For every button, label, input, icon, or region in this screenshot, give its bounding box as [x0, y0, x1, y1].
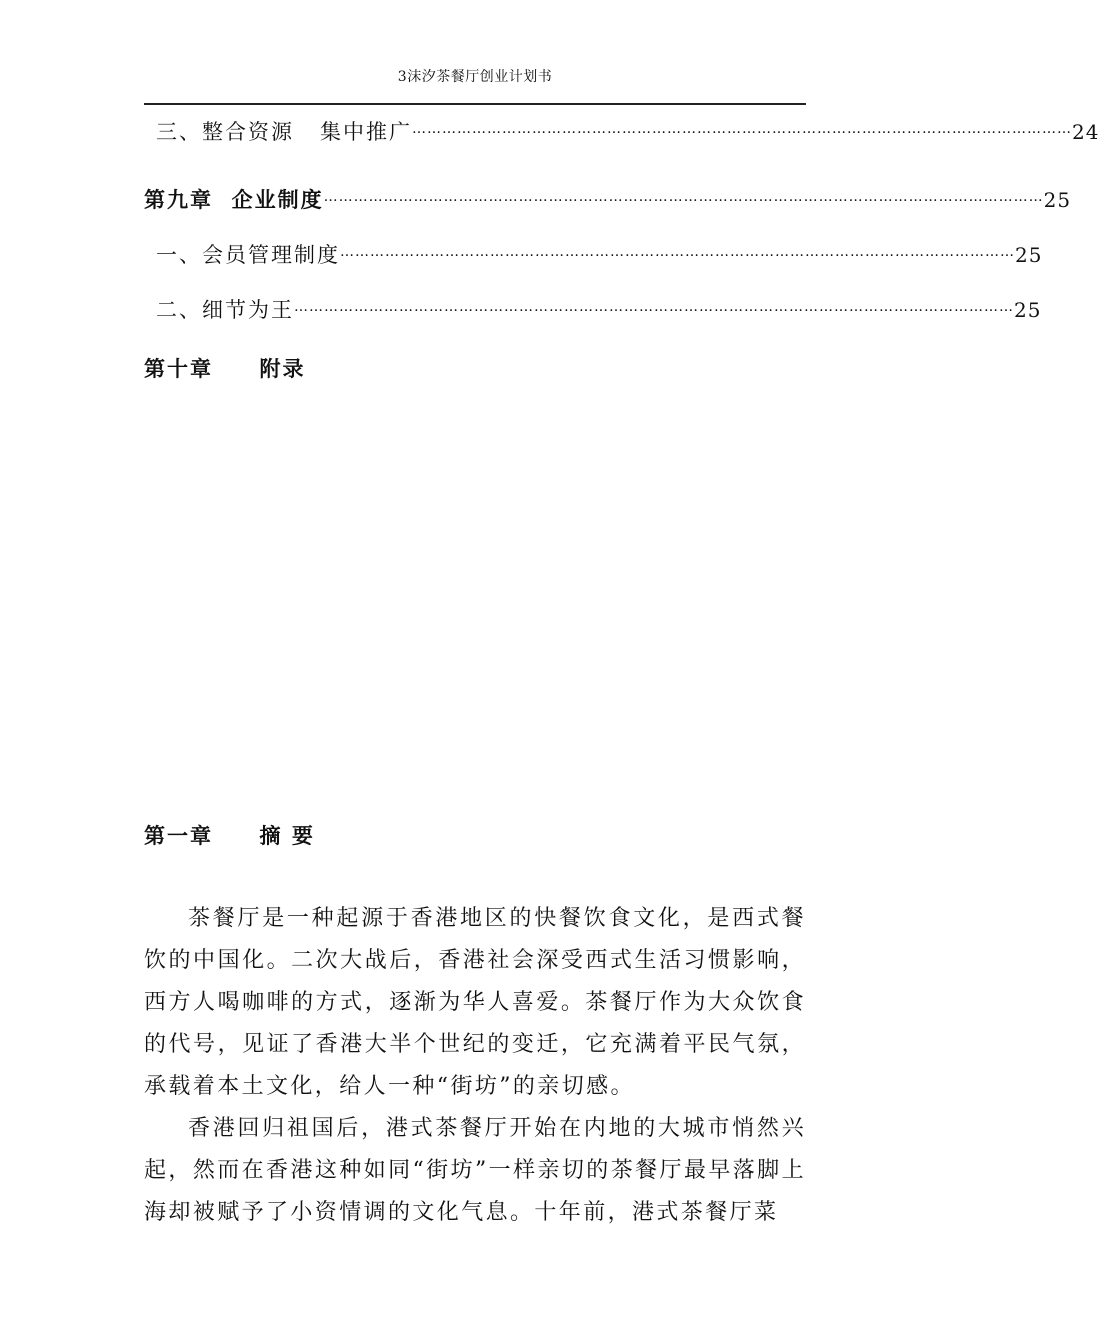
- toc-entry-integrate-resources[interactable]: [144, 114, 1099, 146]
- chapter-one-heading: 第一章 摘 要: [144, 823, 315, 848]
- toc-page-number: 24: [1072, 120, 1099, 144]
- header-title: 3沫汐茶餐厅创业计划书: [397, 69, 553, 85]
- toc-page-number: 25: [1015, 243, 1043, 267]
- toc-entry-label: 三、整合资源 集中推广: [156, 120, 413, 144]
- toc-leader-dots: ………………………………………………………………………………………………………………………: [340, 244, 1015, 260]
- toc-entry-label: 一、会员管理制度: [156, 243, 340, 267]
- header-divider: [144, 103, 806, 105]
- toc-leader-dots: ……………………………………………………………………………………………………………………: [412, 121, 1073, 137]
- chapter-one-body: [144, 898, 806, 1234]
- toc-leader-dots: ………………………………………………………………………………………………………………………………: [323, 189, 1044, 205]
- toc-page-number: 25: [1043, 188, 1072, 212]
- chapter-ten-heading: 第十章 附录: [144, 356, 306, 381]
- toc-entry-membership-system[interactable]: [144, 237, 1043, 269]
- toc-entry-label: 二、细节为王: [156, 298, 294, 322]
- body-paragraph: 香港回归祖国后，港式茶餐厅开始在内地的大城市悄然兴起，然而在香港这种如同“街坊”一样亲切的茶餐厅最早落脚上海却被赋予了小资情调的文化气息。十年前，港式茶餐厅菜: [144, 1116, 806, 1225]
- toc-entry-details[interactable]: [144, 292, 1042, 324]
- body-paragraph: 茶餐厅是一种起源于香港地区的快餐饮食文化，是西式餐饮的中国化。二次大战后，香港社会深受西式生活习惯影响，西方人喝咖啡的方式，逐渐为华人喜爱。茶餐厅作为大众饮食的代号，见证了香港大半个世纪的变迁，它充满着平民气氛，承载着本土文化，给人一种“街坊”的亲切感。: [144, 906, 806, 1099]
- toc-leader-dots: ………………………………………………………………………………………………………………………………: [294, 299, 1014, 315]
- toc-entry-chapter-nine[interactable]: [144, 182, 1072, 214]
- toc-page-number: 25: [1014, 298, 1042, 322]
- toc-entry-label: 第九章 企业制度: [144, 187, 324, 212]
